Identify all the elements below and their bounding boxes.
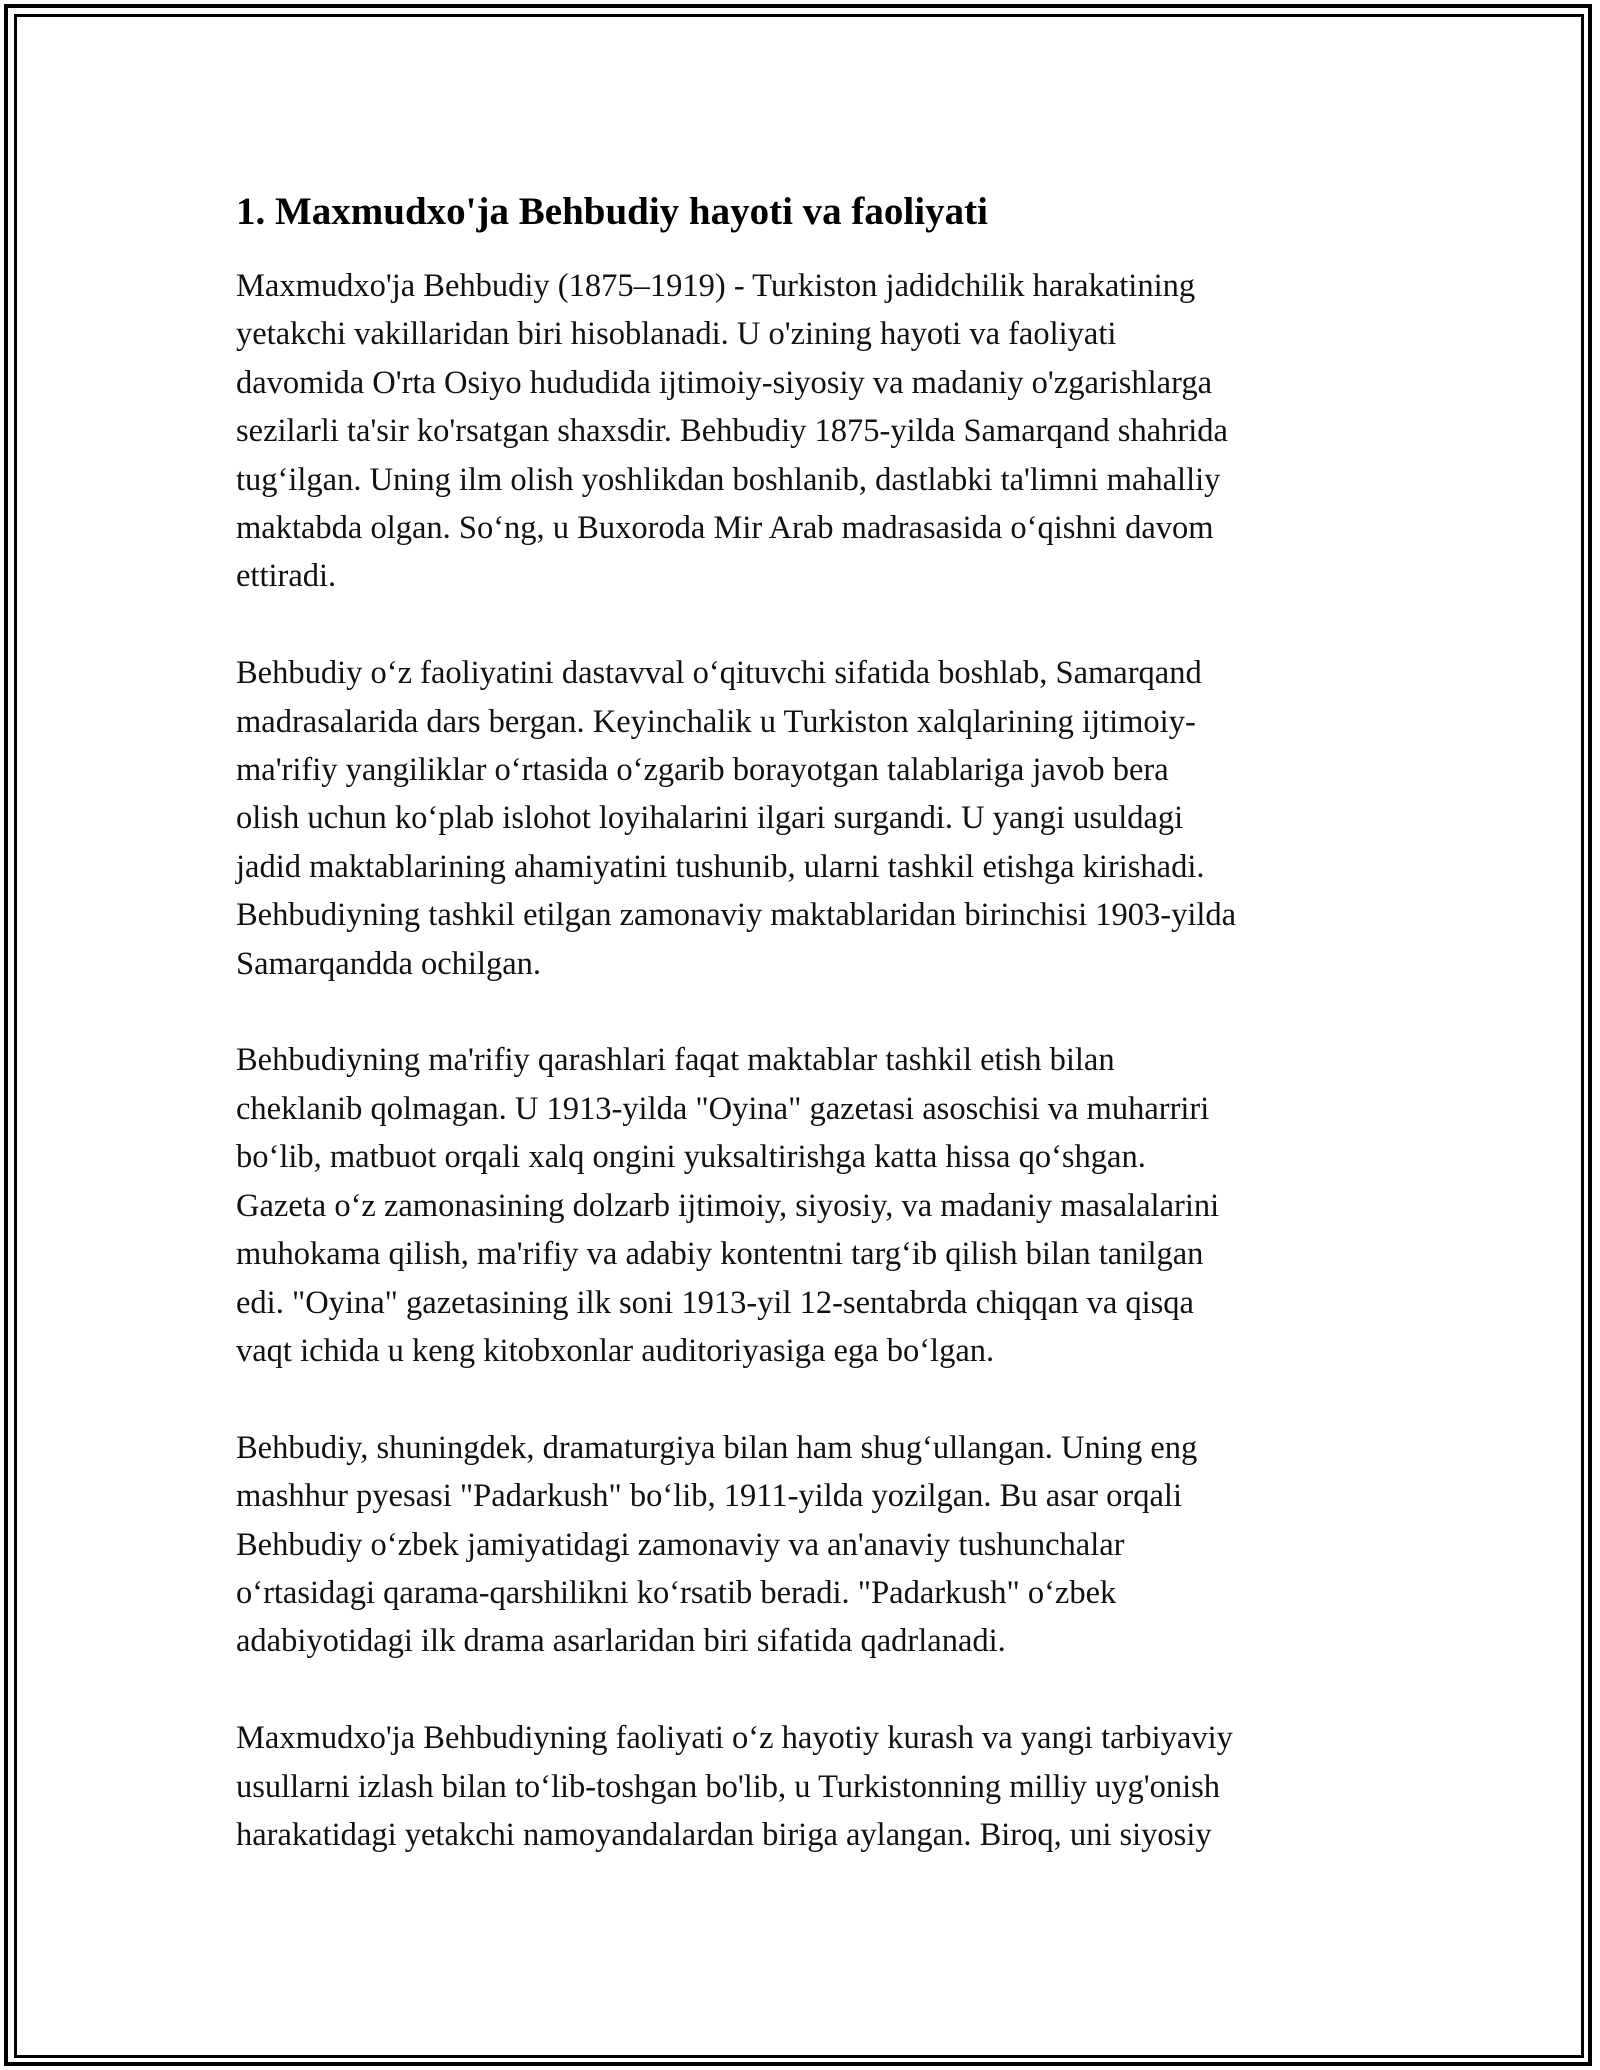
text-line: o‘rtasidagi qarama-qarshilikni ko‘rsatib beradi. "Padarkush" o‘zbek <box>236 1574 1117 1611</box>
text-line: bo‘lib, matbuot orqali xalq ongini yuksaltirishga katta hissa qo‘shgan. <box>236 1139 1146 1176</box>
text-line: tug‘ilgan. Uning ilm olish yoshlikdan boshlanib, dastlabki ta'limni mahalliy <box>236 461 1221 498</box>
text-line: Behbudiy o‘zbek jamiyatidagi zamonaviy va an'anaviy tushunchalar <box>236 1526 1125 1563</box>
text-line: harakatidagi yetakchi namoyandalardan biriga aylangan. Biroq, uni siyosiy <box>236 1816 1212 1853</box>
document-body <box>236 188 1376 1908</box>
text-line: Behbudiy o‘z faoliyatini dastavval o‘qituvchi sifatida boshlab, Samarqand <box>236 655 1202 692</box>
text-line: vaqt ichida u keng kitobxonlar auditoriyasiga ega bo‘lgan. <box>236 1332 995 1369</box>
text-line: usullarni izlash bilan to‘lib-toshgan bo'lib, u Turkistonning milliy uyg'onish <box>236 1768 1221 1805</box>
text-line: Maxmudxo'ja Behbudiy (1875–1919) - Turkiston jadidchilik harakatining <box>236 268 1196 304</box>
text-line: sezilarli ta'sir ko'rsatgan shaxsdir. Behbudiy 1875-yilda Samarqand shahrida <box>236 413 1228 450</box>
text-line: ma'rifiy yangiliklar o‘rtasida o‘zgarib borayotgan talablariga javob bera <box>236 752 1169 789</box>
section-title: 1. Maxmudxo'ja Behbudiy hayoti va faoliyati <box>236 190 988 233</box>
text-line: yetakchi vakillaridan biri hisoblanadi. U o'zining hayoti va faoliyati <box>236 316 1117 353</box>
paragraph-5 <box>236 1714 1376 1859</box>
text-line: jadid maktablarining ahamiyatini tushunib, ularni tashkil etishga kirishadi. <box>236 848 1205 885</box>
paragraph-3 <box>236 1036 1376 1375</box>
paragraph-1 <box>236 262 1376 601</box>
text-line: maktabda olgan. So‘ng, u Buxoroda Mir Arab madrasasida o‘qishni davom <box>236 510 1214 547</box>
paragraph-4 <box>236 1424 1376 1666</box>
text-line: ettiradi. <box>236 558 337 595</box>
paragraph-2 <box>236 649 1376 988</box>
text-line: davomida O'rta Osiyo hududida ijtimoiy-siyosiy va madaniy o'zgarishlarga <box>236 364 1212 401</box>
text-line: mashhur pyesasi "Padarkush" bo‘lib, 1911-yilda yozilgan. Bu asar orqali <box>236 1478 1182 1515</box>
text-line: Maxmudxo'ja Behbudiyning faoliyati o‘z hayotiy kurash va yangi tarbiyaviy <box>236 1720 1233 1757</box>
text-line: adabiyotidagi ilk drama asarlaridan biri sifatida qadrlanadi. <box>236 1623 1006 1660</box>
text-line: edi. "Oyina" gazetasining ilk soni 1913-yil 12-sentabrda chiqqan va qisqa <box>236 1284 1194 1321</box>
text-line: Gazeta o‘z zamonasining dolzarb ijtimoiy, siyosiy, va madaniy masalalarini <box>236 1187 1220 1224</box>
text-line: Behbudiy, shuningdek, dramaturgiya bilan ham shug‘ullangan. Uning eng <box>236 1429 1198 1466</box>
text-line: Behbudiyning tashkil etilgan zamonaviy maktablaridan birinchisi 1903-yilda <box>236 897 1237 934</box>
text-line: Behbudiyning ma'rifiy qarashlari faqat maktablar tashkil etish bilan <box>236 1042 1115 1079</box>
text-line: Samarqandda ochilgan. <box>236 945 542 982</box>
text-line: madrasalarida dars bergan. Keyinchalik u Turkiston xalqlarining ijtimoiy- <box>236 703 1196 740</box>
text-line: muhokama qilish, ma'rifiy va adabiy kontentni targ‘ib qilish bilan tanilgan <box>236 1236 1204 1273</box>
text-line: cheklanib qolmagan. U 1913-yilda "Oyina" gazetasi asoschisi va muharriri <box>236 1090 1210 1127</box>
text-line: olish uchun ko‘plab islohot loyihalarini ilgari surgandi. U yangi usuldagi <box>236 800 1184 837</box>
